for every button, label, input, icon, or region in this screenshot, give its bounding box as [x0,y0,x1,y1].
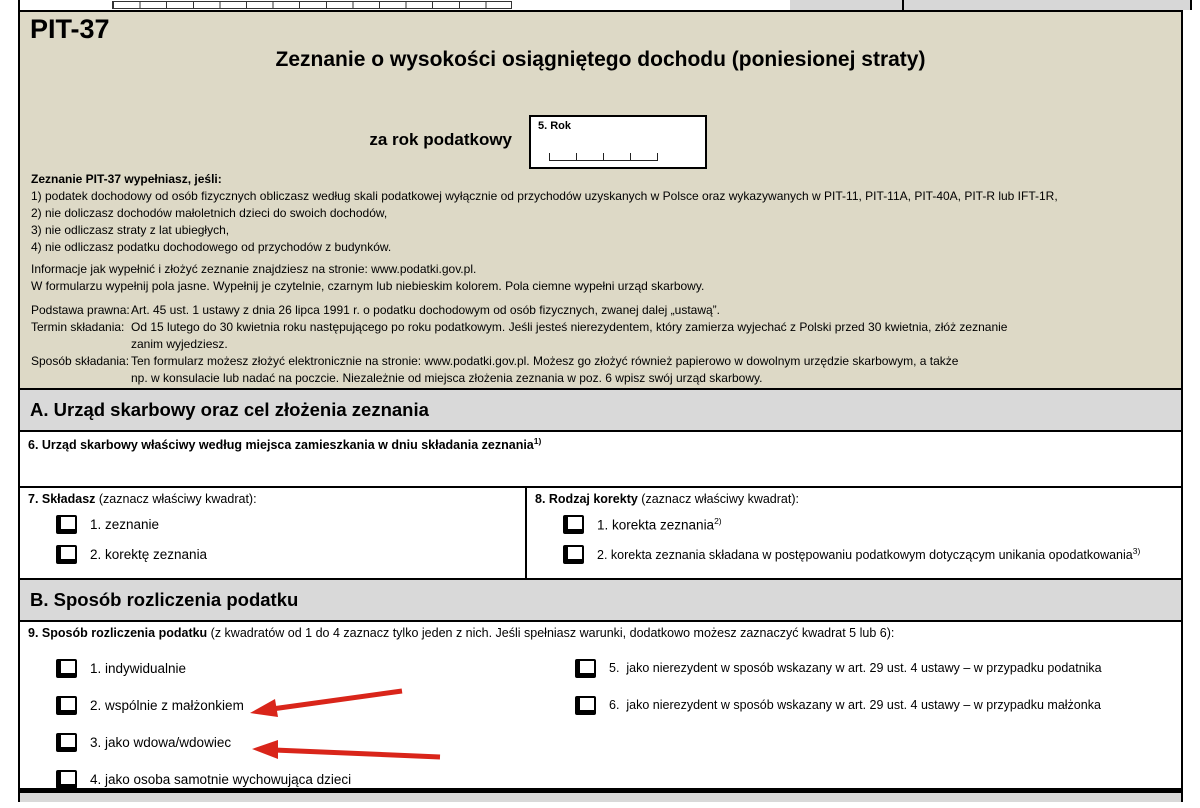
field-9-option-4 [56,767,533,791]
checkbox-9-6[interactable] [575,696,596,715]
filing-method-label: Sposób składania: [31,354,130,368]
filing-method-row [31,353,1173,387]
top-comb-strip [112,1,512,9]
section-a-header: A. Urząd skarbowy oraz cel złożenia zeznania [20,390,1181,432]
form-header [20,10,1181,390]
section-b-header: B. Sposób rozliczenia podatku [20,580,1181,622]
field-9-option-3 [56,730,533,754]
year-comb-cell [603,153,630,161]
field-7-option-1 [56,512,517,536]
intro-info-line: W formularzu wypełnij pola jasne. Wypełnij je czytelnie, czarnym lub niebieskim kolorem. Pola ciemne wypełni urząd skarbowy. [31,279,705,293]
field-7-title: 7. Składasz (zaznacz właściwy kwadrat): [28,492,257,506]
intro-info-line: Informacje jak wypełnić i złożyć zeznanie znajdziesz na stronie: www.podatki.gov.pl. [31,262,477,276]
field-8-option-1 [563,512,1173,536]
next-section-bar [20,790,1181,802]
field-7 [20,488,527,578]
field-7-option-2 [56,542,517,566]
intro-condition: 3) nie odliczasz straty z lat ubiegłych, [31,223,230,237]
field-9-option-6 [575,693,1173,717]
field-7-option-1-label: 1. zeznanie [90,516,160,532]
field-8-option-2-label: 2. korekta zeznania składana w postępowaniu podatkowym dotyczącym unikania opodatkowania$^{3)}$ [597,545,1141,563]
filing-method-text: Ten formularz możesz złożyć elektronicznie na stronie: www.podatki.gov.pl. Możesz go złożyć również papierowo w dowolnym urzędzie skarbowym, a także [131,354,959,368]
form-code: PIT-37 [30,14,110,44]
legal-basis-row [31,302,1173,319]
top-grey-cells [790,0,1190,10]
field-9-option-1-label: 1. indywidualnie [90,660,187,676]
checkbox-7-2[interactable] [56,545,77,564]
year-comb-cell [630,153,657,161]
intro-condition: 2) nie doliczasz dochodów małoletnich dzieci do swoich dochodów, [31,206,388,220]
footnote-ref-3: 3) [1132,545,1141,556]
field-7-option-2-label: 2. korektę zeznania [90,546,208,562]
intro-heading: Zeznanie PIT-37 wypełniasz, jeśli: [31,172,222,186]
field-9-option-5-label: 5. jako nierezydent w sposób wskazany w art. 29 ust. 4 ustawy – w przypadku podatnika [609,661,1102,675]
field-9-option-4-label: 4. jako osoba samotnie wychowująca dzieci [90,771,352,787]
field-9 [20,622,1181,790]
year-field[interactable] [529,115,707,169]
year-comb-cell [549,153,576,161]
field-9-option-5 [575,656,1173,680]
footnote-ref-2: 2) [714,515,722,526]
checkbox-9-2[interactable] [56,696,77,715]
field-8 [527,488,1181,578]
field-9-option-6-label: 6. jako nierezydent w sposób wskazany w art. 29 ust. 4 ustawy – w przypadku małżonka [609,698,1101,712]
checkbox-9-5[interactable] [575,659,596,678]
top-grey-divider [902,0,904,10]
field-9-option-3-label: 3. jako wdowa/wdowiec [90,734,232,750]
field-9-right-column [533,640,1173,791]
year-comb-cell [576,153,603,161]
tax-year-label: za rok podatkowy [369,130,512,149]
field-8-title: 8. Rodzaj korekty (zaznacz właściwy kwadrat): [535,492,799,506]
intro-block [31,171,1173,387]
legal-basis-text: Art. 45 ust. 1 ustawy z dnia 26 lipca 1991 r. o podatku dochodowym od osób fizycznych, zwanej dalej „ustawą”. [131,303,720,317]
year-field-label: 5. Rok [538,120,572,132]
field-9-option-2-label: 2. wspólnie z małżonkiem [90,697,244,713]
intro-condition: 1) podatek dochodowy od osób fizycznych obliczasz według skali podatkowej wyłącznie od przychodów uzyskanych w Polsce oraz wykazywanych w PIT-11, PIT-11A, PIT-40A, PIT-R lub IFT-1R, [31,189,1058,203]
field-8-option-2 [563,542,1173,566]
field-9-left-column [28,640,533,791]
checkbox-8-2[interactable] [563,545,584,564]
field-8-option-1-label: 1. korekta zeznania$^{2)}$ [597,515,722,533]
field-6-tax-office[interactable] [20,432,1181,488]
filing-deadline-row [31,319,1173,353]
fields-7-8-row [20,488,1181,580]
checkbox-9-3[interactable] [56,733,77,752]
checkbox-7-1[interactable] [56,515,77,534]
footnote-ref-1: 1) [533,436,542,446]
field-6-label: 6. Urząd skarbowy właściwy według miejsca zamieszkania w dniu składania zeznania [28,438,534,453]
previous-row-remnant [18,0,1192,10]
checkbox-9-4[interactable] [56,770,77,789]
field-9-option-1 [56,656,533,680]
filing-deadline-text: zanim wyjedziesz. [131,337,228,351]
intro-condition: 4) nie odliczasz podatku dochodowego od przychodów z budynków. [31,240,392,254]
checkbox-9-1[interactable] [56,659,77,678]
checkbox-8-1[interactable] [563,515,584,534]
filing-method-text: np. w konsulacie lub nadać na poczcie. Niezależnie od miejsca złożenia zeznania w poz. 6 wpisz swój urząd skarbowy. [131,371,763,385]
field-9-option-2 [56,693,533,717]
filing-deadline-label: Termin składania: [31,320,125,334]
legal-basis-label: Podstawa prawna: [31,303,130,317]
filing-deadline-text: Od 15 lutego do 30 kwietnia roku następującego po roku podatkowym. Jeśli jesteś nierezydentem, który zamierza wyjechać z Polski przed 30 kwietnia, złóż zeznanie [131,320,1008,334]
form-title: Zeznanie o wysokości osiągniętego dochodu (poniesionej straty) [275,48,926,71]
form-body [18,10,1183,802]
year-comb-cells[interactable] [549,153,658,161]
field-9-title: 9. Sposób rozliczenia podatku (z kwadratów od 1 do 4 zaznacz tylko jeden z nich. Jeśli spełniasz warunki, dodatkowo możesz zaznaczyć kwadrat 5 lub 6): [28,626,895,640]
